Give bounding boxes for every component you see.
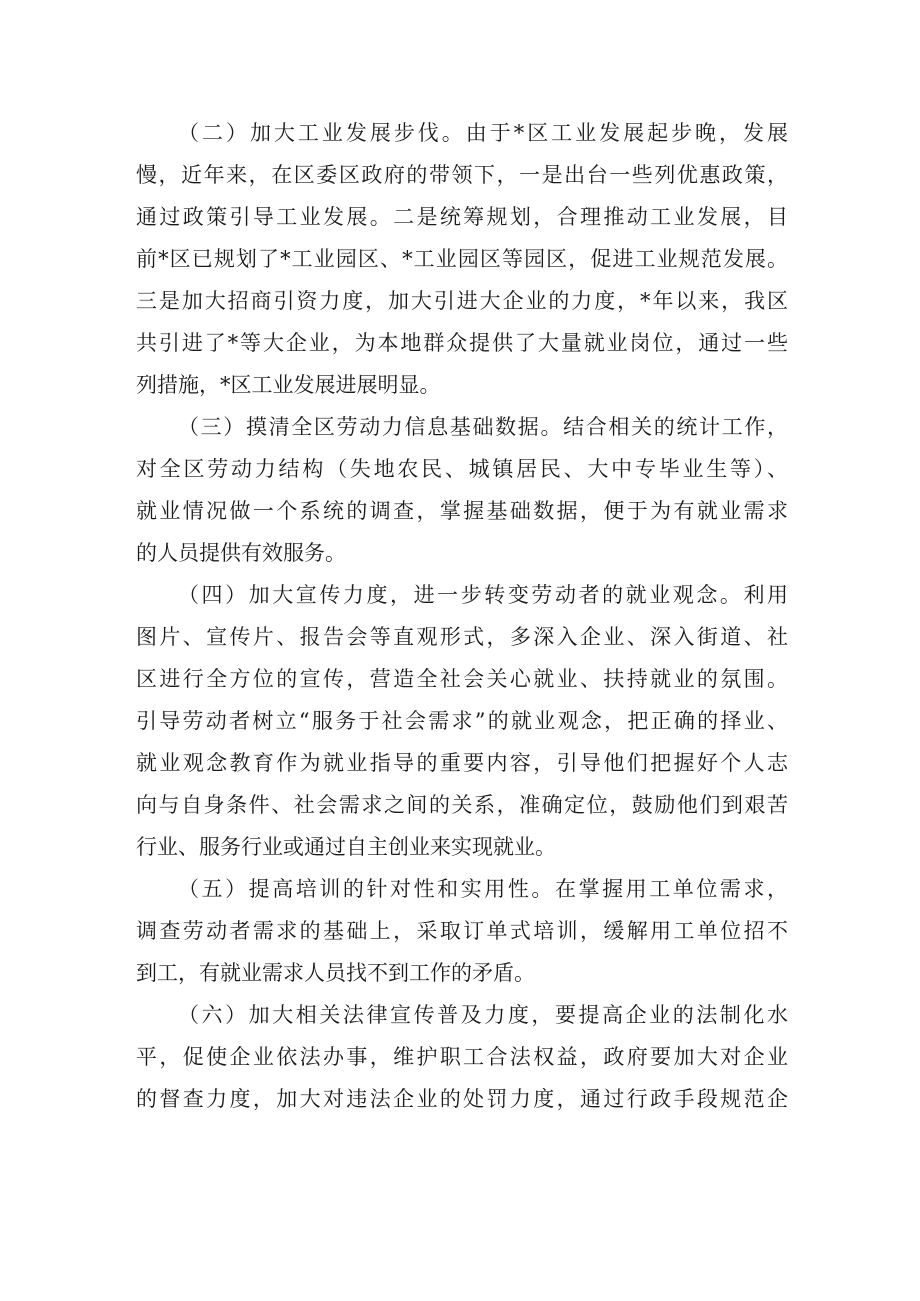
paragraph-4 bbox=[136, 574, 788, 868]
text-line: （二）加大工业发展步伐。由于*区工业发展起步晚，发展 bbox=[178, 121, 788, 145]
text-line: （五）提高培训的针对性和实用性。在掌握用工单位需求， bbox=[178, 877, 788, 901]
text-line: （三）摸清全区劳动力信息基础数据。结合相关的统计工作， bbox=[178, 415, 788, 439]
text-line: 图片、宣传片、报告会等直观形式，多深入企业、深入街道、社 bbox=[136, 625, 788, 649]
text-line: 慢，近年来，在区委区政府的带领下，一是出台一些列优惠政策， bbox=[136, 163, 788, 187]
text-line: 区进行全方位的宣传，营造全社会关心就业、扶持就业的氛围。 bbox=[136, 667, 788, 691]
text-line: 的人员提供有效服务。 bbox=[136, 541, 346, 565]
text-line: 共引进了*等大企业，为本地群众提供了大量就业岗位，通过一些 bbox=[136, 331, 788, 355]
text-line: 向与自身条件、社会需求之间的关系，准确定位，鼓励他们到艰苦 bbox=[136, 793, 788, 817]
text-line: 到工，有就业需求人员找不到工作的矛盾。 bbox=[136, 961, 535, 985]
paragraph-5 bbox=[136, 868, 788, 994]
text-line: 调查劳动者需求的基础上，采取订单式培训，缓解用工单位招不 bbox=[136, 919, 788, 943]
text-line: 前*区已规划了*工业园区、*工业园区等园区，促进工业规范发展。 bbox=[136, 247, 788, 271]
text-line: 就业观念教育作为就业指导的重要内容，引导他们把握好个人志 bbox=[136, 751, 788, 775]
text-line: 列措施，*区工业发展进展明显。 bbox=[136, 373, 441, 397]
paragraph-2 bbox=[136, 112, 788, 406]
text-line: 通过政策引导工业发展。二是统筹规划，合理推动工业发展，目 bbox=[136, 205, 788, 229]
paragraph-3 bbox=[136, 406, 788, 574]
paragraph-6 bbox=[136, 994, 788, 1120]
text-line: 对全区劳动力结构（失地农民、城镇居民、大中专毕业生等）、 bbox=[136, 457, 788, 481]
text-line: 行业、服务行业或通过自主创业来实现就业。 bbox=[136, 835, 556, 859]
text-line: 就业情况做一个系统的调查，掌握基础数据，便于为有就业需求 bbox=[136, 499, 788, 523]
text-line: （四）加大宣传力度，进一步转变劳动者的就业观念。利用 bbox=[178, 583, 788, 607]
document-body bbox=[136, 112, 788, 1120]
text-line: 的督查力度，加大对违法企业的处罚力度，通过行政手段规范企 bbox=[136, 1087, 788, 1111]
text-line: 引导劳动者树立“服务于社会需求”的就业观念，把正确的择业、 bbox=[136, 709, 788, 733]
text-line: 平，促使企业依法办事，维护职工合法权益，政府要加大对企业 bbox=[136, 1045, 788, 1069]
text-line: （六）加大相关法律宣传普及力度，要提高企业的法制化水 bbox=[178, 1003, 788, 1027]
text-line: 三是加大招商引资力度，加大引进大企业的力度，*年以来，我区 bbox=[136, 289, 788, 313]
